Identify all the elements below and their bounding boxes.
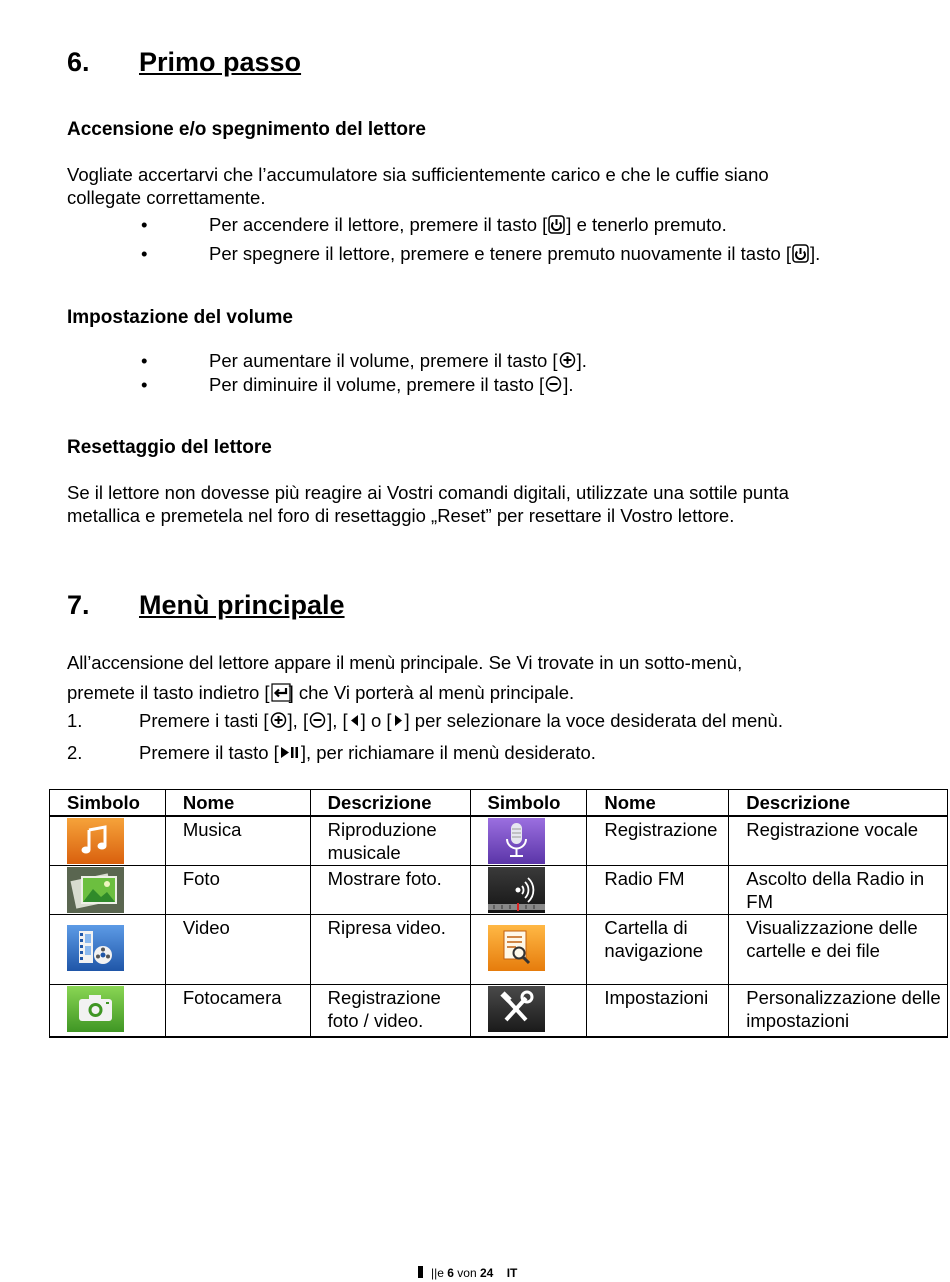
footer-total-pages: 24 <box>480 1266 494 1280</box>
section-title: Menù principale <box>139 590 345 620</box>
section-number: 7. <box>67 590 90 620</box>
intro-text: ] che Vi porterà al menù principale. <box>288 682 575 703</box>
bullet-text-part: Per accendere il lettore, premere il tasto [ <box>209 214 548 235</box>
footer-prefix: ||e <box>431 1266 444 1280</box>
bullet-text-part: Per spegnere il lettore, premere e tenere premuto nuovamente il tasto [ <box>209 243 792 264</box>
symbol-cell <box>470 816 587 866</box>
footer-von: von <box>457 1266 477 1280</box>
table-row <box>50 816 948 866</box>
footer-language: IT <box>506 1266 518 1280</box>
step-text-part: ], per richiamare il menù desiderato. <box>300 742 596 763</box>
bullet-text <box>209 373 573 396</box>
power-off-bullet <box>141 242 931 266</box>
main-menu-table <box>49 789 948 1038</box>
footer-page-number: 6 <box>447 1266 454 1280</box>
table-header: Descrizione <box>729 790 948 817</box>
camera-icon <box>67 986 124 1032</box>
play-pause-icon <box>280 743 300 762</box>
bullet-dot: • <box>141 214 148 235</box>
step-text-part: Premere i tasti [ <box>139 710 269 731</box>
symbol-cell <box>50 915 166 985</box>
power-icon <box>792 244 809 263</box>
volume-up-bullet <box>141 349 841 373</box>
photo-icon <box>67 867 124 913</box>
step-number: 1. <box>67 710 83 731</box>
footer-bar-icon <box>418 1266 423 1278</box>
step-text <box>139 741 596 764</box>
step-1 <box>67 709 937 733</box>
table-header: Simbolo <box>470 790 587 817</box>
table-row <box>50 915 948 985</box>
step-number: 2. <box>67 742 83 763</box>
step-text <box>139 709 783 732</box>
name-cell: Fotocamera <box>165 985 310 1037</box>
intro-text: . Se Vi trovate in un sotto-menù, <box>478 652 743 673</box>
step-text-part: ], [ <box>327 710 348 731</box>
power-heading: Accensione e/o spegnimento del lettore <box>67 119 426 140</box>
paragraph-line: Se il lettore non dovesse più reagire ai Vostri comandi digitali, utilizzate una sottile punta <box>67 482 789 503</box>
symbol-cell <box>50 985 166 1037</box>
left-arrow-icon <box>349 711 360 730</box>
name-cell: Foto <box>165 866 310 915</box>
folder-browse-icon <box>488 925 545 971</box>
symbol-cell <box>50 816 166 866</box>
bullet-dot: • <box>141 243 148 264</box>
volume-down-bullet <box>141 373 841 397</box>
step-text-part: Premere il tasto [ <box>139 742 279 763</box>
bullet-text-part: ]. <box>563 374 574 395</box>
table-header: Nome <box>165 790 310 817</box>
bullet-text <box>209 349 587 372</box>
bullet-dot: • <box>141 350 148 371</box>
intro-bold-text: All’accensione del lettore appare il menù principale <box>67 652 479 673</box>
paragraph-line: Vogliate accertarvi che l’accumulatore sia sufficientemente carico e che le cuffie siano <box>67 164 769 185</box>
power-icon <box>548 215 565 234</box>
table-header-row <box>50 790 948 817</box>
bullet-text-part: ]. <box>810 243 821 264</box>
bullet-text <box>209 242 820 265</box>
symbol-cell <box>470 866 587 915</box>
symbol-cell <box>470 985 587 1037</box>
description-cell: Visualizzazione delle cartelle e dei file <box>729 915 948 985</box>
video-icon <box>67 925 124 971</box>
symbol-cell <box>470 915 587 985</box>
table-header: Nome <box>587 790 729 817</box>
power-paragraph <box>67 163 927 209</box>
intro-text: premete il tasto indietro [ <box>67 682 270 703</box>
bullet-text <box>209 213 727 236</box>
minus-icon <box>545 375 562 394</box>
description-cell: Registrazione vocale <box>729 816 948 866</box>
section-title: Primo passo <box>139 47 302 77</box>
name-cell: Cartella di navigazione <box>587 915 729 985</box>
radio-icon <box>488 867 545 913</box>
description-cell: Registrazione foto / video. <box>310 985 470 1037</box>
plus-icon <box>270 711 287 730</box>
section-7-heading <box>67 590 467 624</box>
reset-heading: Resettaggio del lettore <box>67 437 272 458</box>
name-cell: Radio FM <box>587 866 729 915</box>
microphone-icon <box>488 818 545 864</box>
page-footer <box>418 1266 517 1280</box>
plus-icon <box>559 351 576 370</box>
name-cell: Impostazioni <box>587 985 729 1037</box>
table-row <box>50 866 948 915</box>
description-cell: Mostrare foto. <box>310 866 470 915</box>
bullet-text-part: Per diminuire il volume, premere il tasto [ <box>209 374 545 395</box>
symbol-cell <box>50 866 166 915</box>
paragraph-line <box>67 648 927 678</box>
music-icon <box>67 818 124 864</box>
reset-paragraph <box>67 481 927 527</box>
step-text-part: ] o [ <box>360 710 392 731</box>
bullet-text-part: Per aumentare il volume, premere il tasto [ <box>209 350 558 371</box>
bullet-text-part: ]. <box>576 350 587 371</box>
step-text-part: ], [ <box>287 710 309 731</box>
step-2 <box>67 741 937 765</box>
step-text-part: ] per selezionare la voce desiderata del menù. <box>404 710 783 731</box>
section-number: 6. <box>67 47 90 77</box>
bullet-dot: • <box>141 374 148 395</box>
volume-heading: Impostazione del volume <box>67 307 293 328</box>
paragraph-line: collegate correttamente. <box>67 187 266 208</box>
table-header: Simbolo <box>50 790 166 817</box>
right-arrow-icon <box>393 711 404 730</box>
description-cell: Riproduzione musicale <box>310 816 470 866</box>
settings-tools-icon <box>488 986 545 1032</box>
name-cell: Musica <box>165 816 310 866</box>
power-on-bullet <box>141 213 921 237</box>
paragraph-line: metallica e premetela nel foro di resettaggio „Reset” per resettare il Vostro lettore. <box>67 505 735 526</box>
back-icon <box>271 681 288 700</box>
bullet-text-part: ] e tenerlo premuto. <box>566 214 727 235</box>
description-cell: Ripresa video. <box>310 915 470 985</box>
name-cell: Registrazione <box>587 816 729 866</box>
table-row <box>50 985 948 1037</box>
paragraph-line <box>67 678 927 708</box>
description-cell: Personalizzazione delle impostazioni <box>729 985 948 1037</box>
name-cell: Video <box>165 915 310 985</box>
menu-intro <box>67 648 927 708</box>
table-header: Descrizione <box>310 790 470 817</box>
section-6-heading <box>67 47 467 81</box>
description-cell: Ascolto della Radio in FM <box>729 866 948 915</box>
minus-icon <box>309 711 326 730</box>
